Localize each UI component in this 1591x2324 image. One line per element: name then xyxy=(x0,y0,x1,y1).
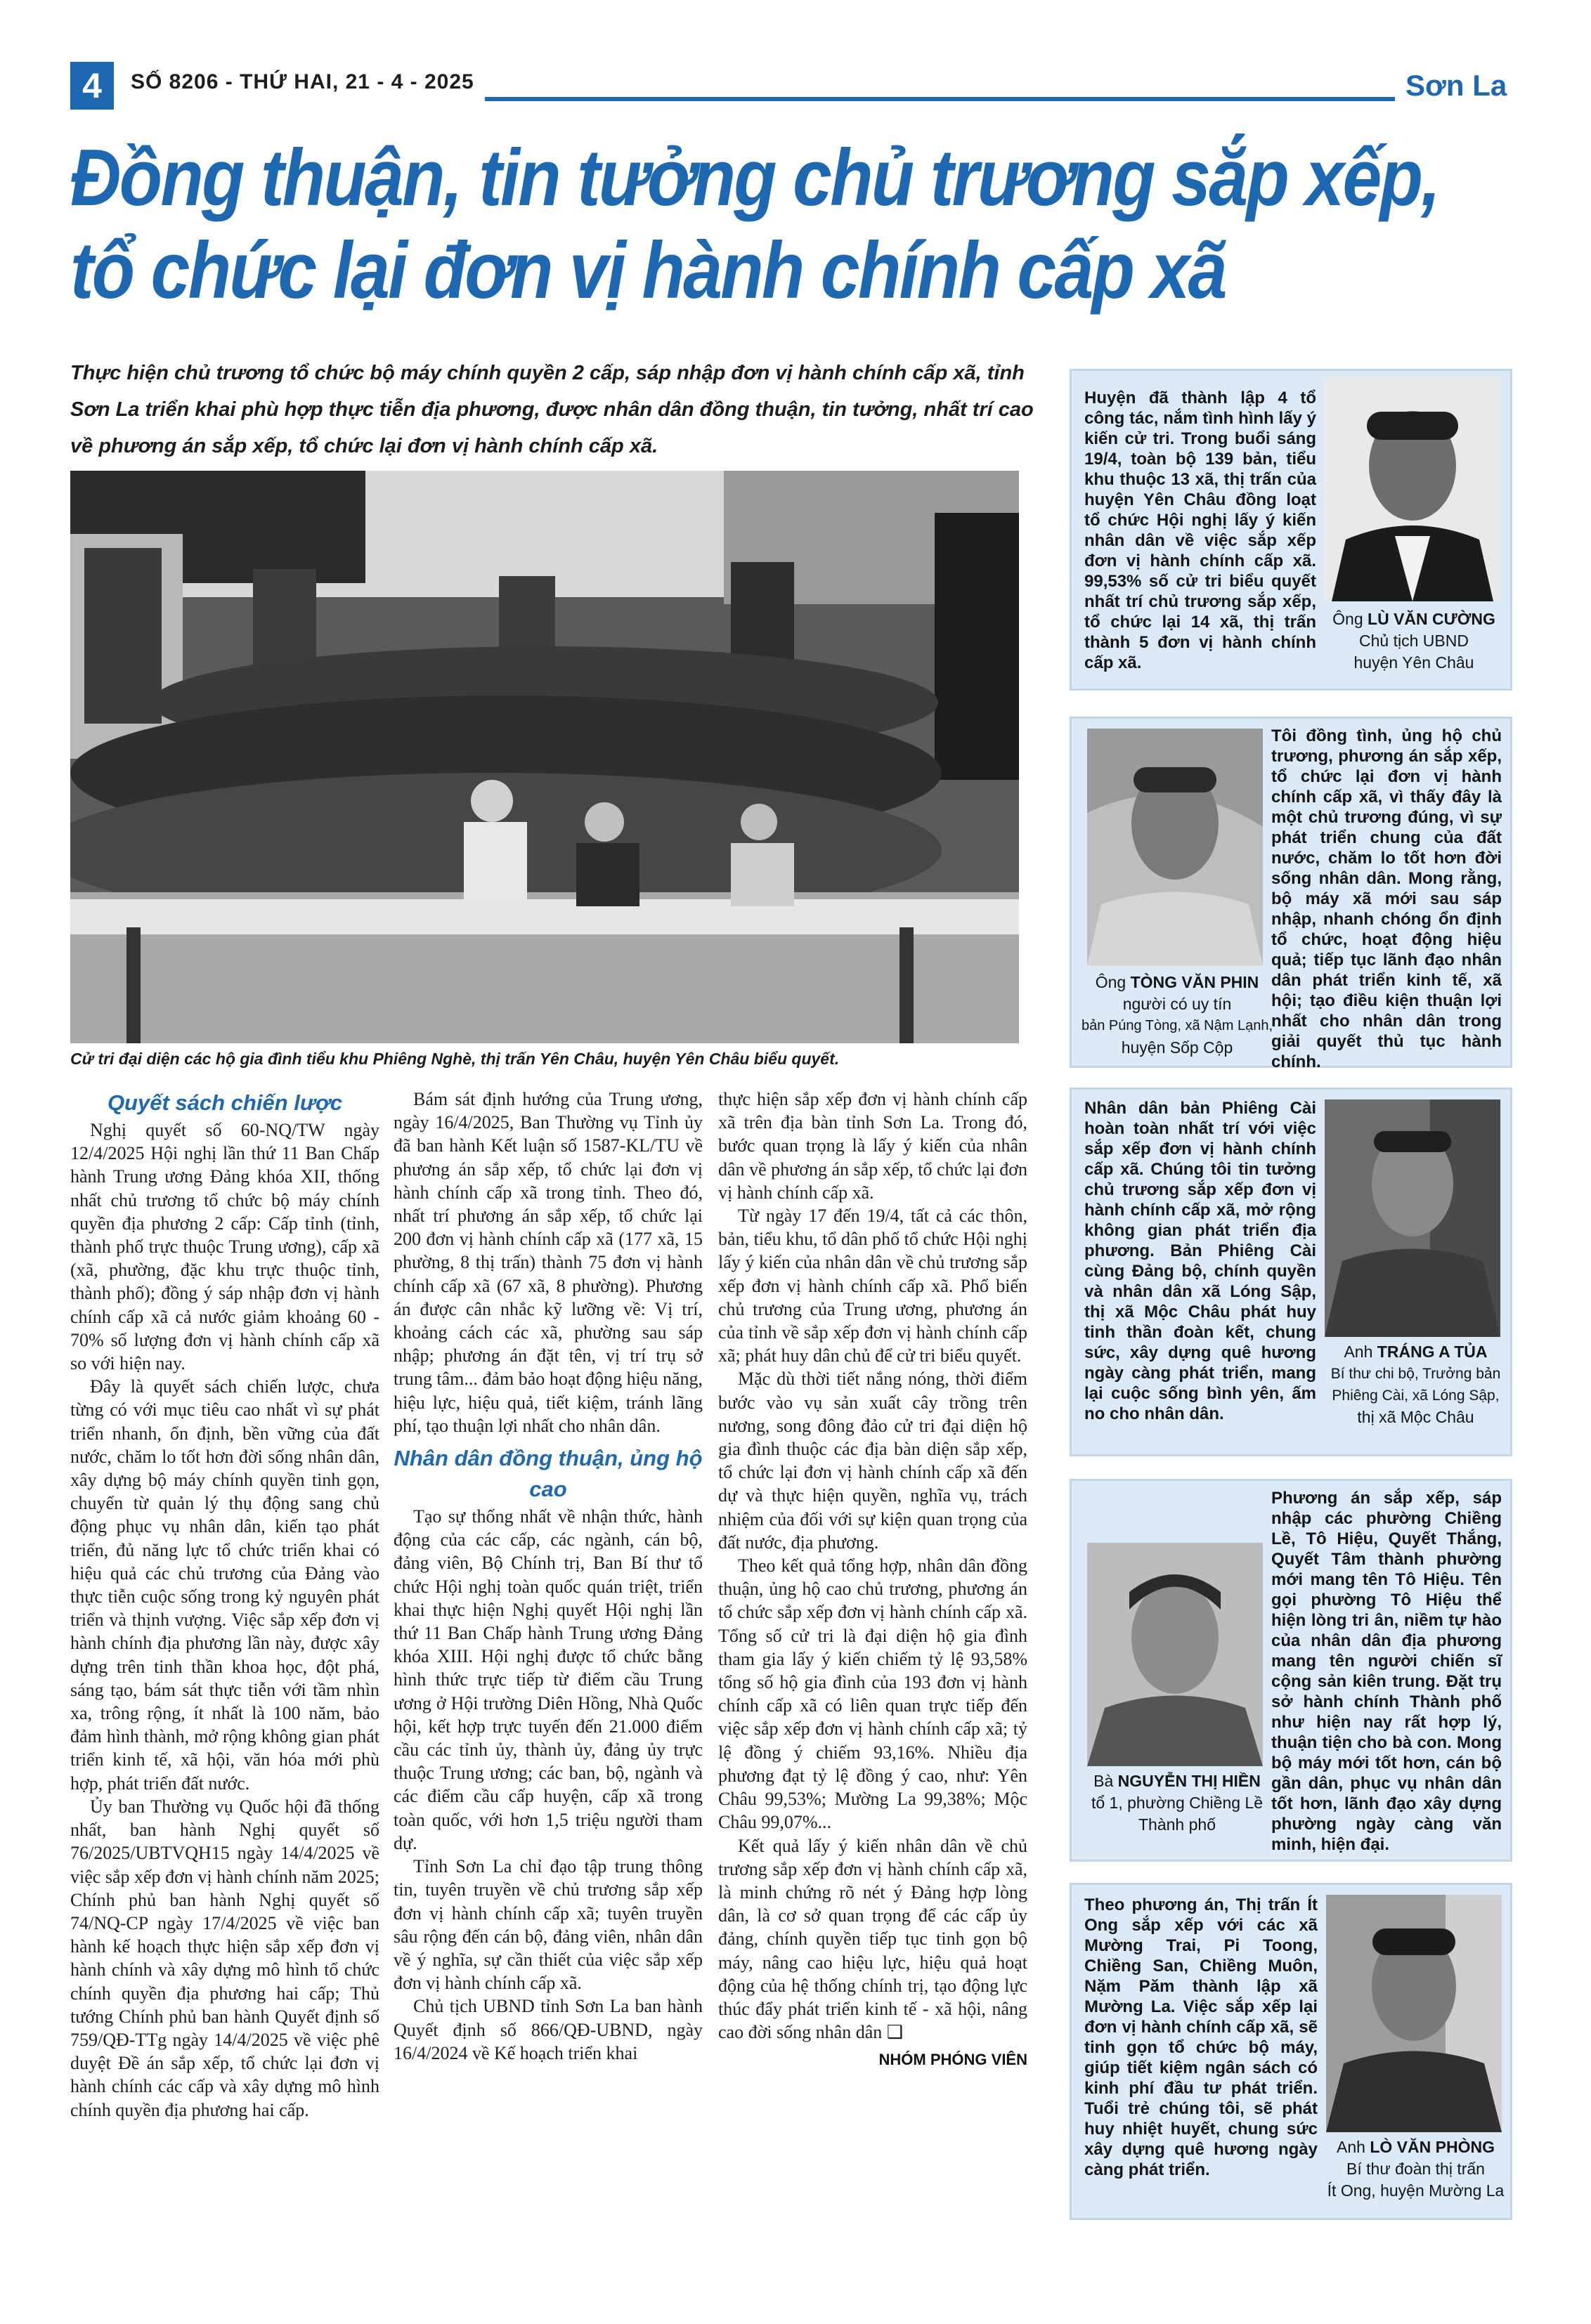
col3-para-5: Kết quả lấy ý kiến nhân dân về chủ trương sắp xếp đơn vị hành chính cấp xã, là minh chứng rõ nét ý Đảng hợp lòng dân, là cơ sở quan trọng để các cấp ủy đảng, chính quyền tiếp tục tinh gọn bộ máy, nâng cao hiệu lực, hiệu quả hoạt động của hệ thống chính trị, tạo động lực thúc đẩy phát triển kinh tế - xã hội, nâng cao đời sống nhân dân ❑ xyxy=(718,1835,1027,2043)
main-photo xyxy=(70,471,1019,1043)
article-column-3 xyxy=(718,1088,1027,2069)
person-photo-icon xyxy=(1326,1895,1502,2132)
quote-3-prefix: Anh xyxy=(1344,1343,1373,1361)
quote-2-text: Tôi đồng tình, ủng hộ chủ trương, phương án sắp xếp, tổ chức lại đơn vị hành chính cấp xã, vì thấy đây là một chủ trương đúng, vì sự phát triển chung của đất nước, chăm lo tốt hơn đời sống nhân dân. Mong rằng, bộ máy xã mới sau sáp nhập, nhanh chóng ổn định tổ chức, hoạt động hiệu quả; tiếp tục lãnh đạo nhân dân phát triển kinh tế, xã hội; tạo điều kiện thuận lợi nhất cho nhân dân trong giải quyết thủ tục hành chính. xyxy=(1271,726,1502,1071)
col2-para-4: Chủ tịch UBND tỉnh Sơn La ban hành Quyết định số 866/QĐ-UBND, ngày 16/4/2024 về Kế hoạch triển khai xyxy=(394,1996,703,2063)
portrait-5 xyxy=(1326,1895,1502,2132)
article-column-1 xyxy=(70,1088,379,2122)
col1-para-3: Ủy ban Thường vụ Quốc hội đã thống nhất, ban hành Nghị quyết số 76/2025/UBTVQH15 ngày 14/4/2025 về việc sắp xếp đơn vị hành chính năm 2025; Chính phủ ban hành Nghị quyết số 74/NQ-CP ngày 17/4/2025 về việc ban hành kế hoạch thực hiện sắp xếp đơn vị hành chính và xây dựng mô hình tổ chức chính quyền địa phương hai cấp; Thủ tướng Chính phủ ban hành Quyết định số 759/QĐ-TTg ngày 14/4/2025 về việc phê duyệt Đề án sắp xếp, tổ chức lại đơn vị hành chính các cấp và xây dựng mô hình chính quyền địa phương hai cấp. xyxy=(70,1796,379,2120)
quote-box-3 xyxy=(1070,1088,1512,1456)
quote-2-role-2: bản Púng Tòng, xã Nậm Lạnh, xyxy=(1081,1018,1273,1033)
person-photo-icon xyxy=(1087,1543,1263,1766)
subhead-strategic: Quyết sách chiến lược xyxy=(107,1090,343,1115)
quote-1-role-1: Chủ tịch UBND xyxy=(1359,632,1469,650)
issue-date: SỐ 8206 - THỨ HAI, 21 - 4 - 2025 xyxy=(131,70,474,93)
col1-para-2: Đây là quyết sách chiến lược, chưa từng có với mục tiêu cao nhất vì sự phát triển nhanh, ổn định, bền vững của đất nước, chăm lo tốt hơn đời sống nhân dân, xây dựng bộ máy chính quyền tinh gọn, chuyển từ quản lý thụ động sang chủ động phục vụ nhân dân, kiến tạo phát triển, đủ năng lực tổ chức triển khai có hiệu quả các chủ trương của Đảng vào thực tiễn cuộc sống trong kỷ nguyên phát triển và thịnh vượng. Việc sắp xếp đơn vị hành chính địa phương lần này, được xây dựng trên tinh thần khoa học, đột phá, sáng tạo, bám sát thực tiễn với tầm nhìn xa, trông rộng, ít nhất là 100 năm, bảo đảm hình thành, mở rộng không gian phát triển kinh tế, xã hội, văn hóa mới phù hợp, phát triển đất nước. xyxy=(70,1376,379,1794)
col2-para-3: Tỉnh Sơn La chỉ đạo tập trung thông tin, tuyên truyền về chủ trương sắp xếp đơn vị hành chính cấp xã; tuyên truyền sâu rộng đến cán bộ, đảng viên, nhân dân về ý nghĩa, sự cần thiết của việc sắp xếp đơn vị hành chính cấp xã. xyxy=(394,1856,703,1994)
section-name: Sơn La xyxy=(1405,69,1507,102)
photo-caption: Cử tri đại diện các hộ gia đình tiểu khu Phiêng Nghè, thị trấn Yên Châu, huyện Yên Châu biểu quyết. xyxy=(70,1050,840,1068)
quote-3-role-2: Phiêng Cài, xã Lóng Sập, xyxy=(1332,1388,1500,1404)
article-column-2 xyxy=(394,1088,703,2065)
quote-5-role-1: Bí thư đoàn thị trấn xyxy=(1346,2160,1485,2178)
person-photo-icon xyxy=(1325,378,1500,601)
quote-2-name: TÒNG VĂN PHIN xyxy=(1130,973,1259,991)
quote-3-role-1: Bí thư chi bộ, Trưởng bản xyxy=(1330,1366,1501,1382)
quote-box-5 xyxy=(1070,1883,1512,2220)
meeting-hall-photo xyxy=(70,471,1019,1043)
col3-para-1: thực hiện sắp xếp đơn vị hành chính cấp xã trên địa bàn tỉnh Sơn La. Trong đó, bước quan trọng là lấy ý kiến của nhân dân về phương án sắp xếp, tổ chức lại đơn vị hành chính cấp xã. xyxy=(718,1089,1027,1203)
headline xyxy=(70,132,1439,318)
quote-1-name: LÙ VĂN CƯỜNG xyxy=(1368,610,1495,628)
person-photo-icon xyxy=(1087,729,1263,966)
col3-para-2: Từ ngày 17 đến 19/4, tất cả các thôn, bản, tiểu khu, tổ dân phố tổ chức Hội nghị lấy ý kiến của nhân dân về chủ trương sắp xếp đơn vị hành chính cấp xã. Phổ biến chủ trương của Trung ương, phương án của tỉnh về sắp xếp đơn vị hành chính cấp xã; phát huy dân chủ để cử tri biểu quyết. xyxy=(718,1206,1027,1366)
col3-para-4: Theo kết quả tổng hợp, nhân dân đồng thuận, ủng hộ cao chủ trương, phương án tổ chức sắp xếp đơn vị hành chính cấp xã. Tổng số cử tri là đại diện hộ gia đình tham gia lấy ý kiến chiếm tỷ lệ 93,58% tổng số hộ gia đình của 193 đơn vị hành chính cấp xã có liên quan trực tiếp đến việc sắp xếp đơn vị hành chính cấp xã; tỷ lệ đồng ý chiếm 93,16%. Nhiều địa phương đạt tỷ lệ đồng ý cao, như: Yên Châu 99,53%; Mường La 99,38%; Mộc Châu 99,07%... xyxy=(718,1555,1027,1833)
quote-5-role-2: Ít Ong, huyện Mường La xyxy=(1327,2181,1505,2200)
quote-box-4 xyxy=(1070,1479,1512,1862)
portrait-3 xyxy=(1325,1099,1500,1337)
col1-para-1: Nghị quyết số 60-NQ/TW ngày 12/4/2025 Hội nghị lần thứ 11 Ban Chấp hành Trung ương Đảng khóa XII, thống nhất chủ trương tổ chức bộ máy chính quyền địa phương 2 cấp: Cấp tỉnh (tỉnh, thành phố trực thuộc Trung ương), cấp xã (xã, phường, đặc khu trực thuộc tỉnh, thành phố); đồng ý sáp nhập đơn vị hành chính cấp xã cả nước giảm khoảng 60 - 70% số lượng đơn vị hành chính cấp xã so với hiện nay. xyxy=(70,1120,379,1374)
quote-4-prefix: Bà xyxy=(1093,1772,1114,1790)
quote-3-role-3: thị xã Mộc Châu xyxy=(1357,1408,1474,1426)
quote-4-name: NGUYỄN THỊ HIỀN xyxy=(1117,1772,1261,1790)
quote-4-text: Phương án sắp xếp, sáp nhập các phường Chiềng Lề, Tô Hiệu, Quyết Thắng, Quyết Tâm thành phường mới mang tên Tô Hiệu. Tên gọi phường Tô Hiệu thể hiện lòng tri ân, niềm tự hào của nhân dân địa phương mang tên người chiến sĩ cộng sản kiên trung. Đặt trụ sở hành chính Thành phố như hiện nay rất hợp lý, thuận tiện cho bà con. Mong bộ máy mới tốt hơn, cán bộ gần dân, phục vụ nhân dân tốt hơn, lãnh đạo xây dựng phường ngày càng văn minh, hiện đại. xyxy=(1271,1489,1502,1854)
quote-3-name: TRÁNG A TỦA xyxy=(1377,1343,1488,1361)
person-photo-icon xyxy=(1325,1099,1500,1337)
page-number: 4 xyxy=(70,62,114,110)
quote-1-prefix: Ông xyxy=(1332,610,1363,628)
quote-5-text: Theo phương án, Thị trấn Ít Ong sắp xếp với các xã Mường Trai, Pi Toong, Chiềng San, Chiềng Muôn, Nặm Păm thành lập xã Mường La. Việc sắp xếp lại đơn vị hành chính cấp xã, sẽ tinh gọn tổ chức bộ máy, giúp tiết kiệm ngân sách có kinh phí đầu tư phát triển. Tuổi trẻ chúng tôi, sẽ phát huy nhiệt huyết, chung sức xây dựng quê hương ngày càng phát triển. xyxy=(1084,1895,1318,2179)
quote-4-attribution xyxy=(1079,1770,1275,1836)
quote-2-attribution xyxy=(1079,972,1275,1059)
headline-line-1: Đồng thuận, tin tưởng chủ trương sắp xếp, xyxy=(70,133,1439,223)
portrait-4 xyxy=(1087,1543,1263,1766)
quote-3-text: Nhân dân bản Phiêng Cài hoàn toàn nhất trí với việc sắp xếp đơn vị hành chính cấp xã. Chúng tôi tin tưởng chủ trương sắp xếp đơn vị hành chính cấp xã, mở rộng không gian phát triển địa phương. Bản Phiêng Cài cùng Đảng bộ, chính quyền và nhân dân xã Lóng Sập, thị xã Mộc Châu phát huy tinh thần đoàn kết, chung sức, xây dựng quê hương ngày càng phát triển, mang lại cuộc sống bình yên, ấm no cho nhân dân. xyxy=(1084,1099,1316,1423)
col2-para-1: Bám sát định hướng của Trung ương, ngày 16/4/2025, Ban Thường vụ Tỉnh ủy đã ban hành Kết luận số 1587-KL/TU về phương án sắp xếp, tổ chức lại đơn vị hành chính cấp xã trong tỉnh. Theo đó, nhất trí phương án sắp xếp, tổ chức lại 200 đơn vị hành chính cấp xã (177 xã, 15 phường, 8 thị trấn) thành 75 đơn vị hành chính cấp xã (67 xã, 8 phường). Phương án được cân nhắc kỹ lưỡng về: Vị trí, khoảng cách các xã, phường sau sáp nhập; phương án đặt tên, vị trí trụ sở trung tâm... đảm bảo hoạt động hiệu năng, hiệu lực, hiệu quả, tiết kiệm, tránh lãng phí, tạo thuận lợi nhất cho nhân dân. xyxy=(394,1089,703,1436)
col2-para-2: Tạo sự thống nhất về nhận thức, hành động của các cấp, các ngành, cán bộ, đảng viên, Bộ Chính trị, Ban Bí thư tổ chức Hội nghị toàn quốc quán triệt, triển khai thực hiện Nghị quyết Hội nghị lần thứ 11 Ban Chấp hành Trung ương Đảng khóa XIII. Hội nghị được tổ chức bằng hình thức trực tiếp từ điểm cầu Trung ương ở Hội trường Diên Hồng, Nhà Quốc hội, kết hợp trực tuyến đến 21.000 điểm cầu các tỉnh ủy, thành ủy, đảng ủy trực thuộc Trung ương; các ban, bộ, ngành và các điểm cầu cấp huyện, cấp xã trong toàn quốc, với hơn 1,5 triệu người tham dự. xyxy=(394,1506,703,1853)
quote-4-role-1: tổ 1, phường Chiềng Lề xyxy=(1091,1794,1264,1812)
headline-line-2: tổ chức lại đơn vị hành chính cấp xã xyxy=(70,226,1226,315)
quote-box-2 xyxy=(1070,717,1512,1071)
col3-para-3: Mặc dù thời tiết nắng nóng, thời điểm bước vào vụ sản xuất cây trồng trên nương, song đông đảo cử tri đại diện hộ gia đình thuộc các địa bàn diện sắp xếp, tổ chức lại đơn vị hành chính cấp xã đến dự và thực hiện quyền, nghĩa vụ, trách nhiệm của đối với sự kiện quan trọng của đất nước, địa phương. xyxy=(718,1369,1027,1553)
portrait-1 xyxy=(1325,378,1500,601)
byline: NHÓM PHÓNG VIÊN xyxy=(878,2051,1027,2069)
quote-5-attribution xyxy=(1319,2136,1512,2202)
quote-4-role-2: Thành phố xyxy=(1138,1815,1216,1834)
subhead-consensus: Nhân dân đồng thuận, ủng hộ cao xyxy=(394,1446,703,1502)
quote-box-1 xyxy=(1070,369,1512,691)
header-rule xyxy=(485,97,1395,101)
quote-5-prefix: Anh xyxy=(1337,2138,1365,2156)
quote-1-text: Huyện đã thành lập 4 tổ công tác, nắm tình hình lấy ý kiến cử tri. Trong buổi sáng 19/4, toàn bộ 139 bản, tiểu khu thuộc 13 xã, thị trấn của huyện Yên Châu đồng loạt tổ chức Hội nghị lấy ý kiến nhân dân về việc sắp xếp đơn vị hành chính cấp xã. 99,53% số cử tri biểu quyết nhất trí chủ trương sắp xếp, tổ chức lại 14 xã, thị trấn thành 5 đơn vị hành chính cấp xã. xyxy=(1084,389,1316,672)
quote-2-role-1: người có uy tín xyxy=(1122,995,1232,1013)
quote-2-role-3: huyện Sốp Cộp xyxy=(1121,1038,1233,1057)
sapo: Thực hiện chủ trương tổ chức bộ máy chính quyền 2 cấp, sáp nhập đơn vị hành chính cấp xã, tỉnh Sơn La triển khai phù hợp thực tiễn địa phương, được nhân dân đồng thuận, tin tưởng, nhất trí cao về phương án sắp xếp, tổ chức lại đơn vị hành chính cấp xã. xyxy=(70,362,1034,457)
quote-2-prefix: Ông xyxy=(1095,973,1126,991)
portrait-2 xyxy=(1087,729,1263,966)
quote-1-role-2: huyện Yên Châu xyxy=(1353,653,1474,672)
quote-1-attribution xyxy=(1319,608,1509,674)
quote-3-attribution xyxy=(1319,1341,1512,1428)
quote-5-name: LÒ VĂN PHÒNG xyxy=(1370,2138,1495,2156)
